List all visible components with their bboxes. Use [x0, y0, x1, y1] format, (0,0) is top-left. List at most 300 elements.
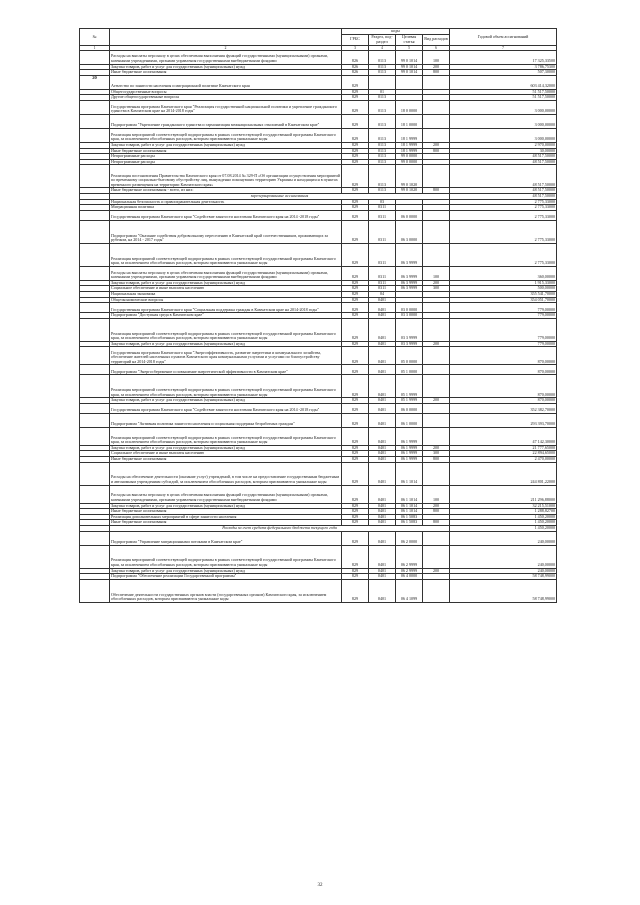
row-vr: 800: [423, 509, 450, 515]
row-grbs: 829: [342, 210, 369, 220]
row-razdel: 0311: [369, 286, 396, 292]
row-name: Иные бюджетные ассигнования: [110, 509, 342, 515]
row-grbs: 829: [342, 154, 369, 160]
row-vr: [423, 403, 450, 413]
row-grbs: 829: [342, 514, 369, 520]
row-grbs: 829: [342, 398, 369, 404]
column-number: 6: [423, 45, 450, 50]
budget-table: [79, 28, 557, 603]
row-name: Другие общегосударственные вопросы: [110, 95, 342, 101]
row-number-cell: [80, 427, 110, 445]
table-row: [80, 545, 557, 568]
row-csr: 06 1 9999: [396, 445, 423, 451]
row-grbs: 829: [342, 128, 369, 142]
row-name: Миграционная политика: [110, 205, 342, 211]
table-row: [80, 210, 557, 220]
row-number-cell: [80, 210, 110, 220]
row-razdel: 0401: [369, 347, 396, 365]
row-razdel: 0311: [369, 266, 396, 280]
row-razdel: 0401: [369, 485, 396, 503]
row-vr: [423, 365, 450, 375]
row-number-cell: [80, 347, 110, 365]
row-amount: 603 414,32000: [450, 75, 557, 89]
row-grbs: 829: [342, 100, 369, 114]
row-grbs: 829: [342, 413, 369, 427]
table-row: [80, 485, 557, 503]
budget-rows: [80, 50, 557, 602]
row-name: Государственная программа Камчатского края "Содействие занятости населения Камчатского края на 2014 -2018 годы": [110, 403, 342, 413]
row-razdel: 0401: [369, 375, 396, 398]
row-csr: 18 1 0000: [396, 114, 423, 128]
row-grbs: 829: [342, 427, 369, 445]
row-number-cell: [80, 485, 110, 503]
table-row: [80, 303, 557, 313]
row-razdel: 0401: [369, 365, 396, 375]
row-name: Закупка товаров, работ и услуг для государственных (муниципальных) нужд: [110, 503, 342, 509]
row-razdel: 0401: [369, 568, 396, 574]
row-grbs: 829: [342, 199, 369, 205]
row-name: Закупка товаров, работ и услуг для государственных (муниципальных) нужд: [110, 398, 342, 404]
row-csr: 05 1 9999: [396, 375, 423, 398]
row-razdel: 0401: [369, 341, 396, 347]
row-amount: 244 801,22000: [450, 462, 557, 485]
row-amount: 3 000,00000: [450, 100, 557, 114]
row-amount: 48 517,50000: [450, 154, 557, 160]
row-name: Общеэкономические вопросы: [110, 297, 342, 303]
row-name: Социальное обеспечение и иные выплаты населению: [110, 286, 342, 292]
row-razdel: 0113: [369, 188, 396, 194]
row-grbs: 829: [342, 579, 369, 602]
row-grbs: 829: [342, 114, 369, 128]
row-csr: 06 1 1014: [396, 503, 423, 509]
row-razdel: 0113: [369, 114, 396, 128]
row-name: Подпрограмма "Обеспечение реализации Государственной программы": [110, 574, 342, 580]
table-row: [80, 165, 557, 188]
table-row: [80, 75, 557, 89]
row-grbs: 829: [342, 286, 369, 292]
column-number: 1: [80, 45, 110, 50]
row-vr: 200: [423, 280, 450, 286]
table-row: [80, 413, 557, 427]
row-razdel: 0401: [369, 579, 396, 602]
row-grbs: 829: [342, 303, 369, 313]
row-grbs: 829: [342, 485, 369, 503]
row-name: Иные бюджетные ассигнования: [110, 457, 342, 463]
row-razdel: 0311: [369, 243, 396, 266]
row-name: Закупка товаров, работ и услуг для государственных (муниципальных) нужд: [110, 445, 342, 451]
row-vr: [423, 413, 450, 427]
row-vr: [423, 462, 450, 485]
row-amount: 51 517,50000: [450, 95, 557, 101]
table-row: [80, 100, 557, 114]
row-amount: 360,00000: [450, 266, 557, 280]
row-name: Реализация мероприятий соответствующей подпрограммы в рамках соответствующей государственной программы Камчатского края, за исключением обособленных расходов, которым присваиваются уникальные коды: [110, 427, 342, 445]
row-amount: 51 517,50000: [450, 89, 557, 95]
column-number: 7: [450, 45, 557, 50]
row-razdel: 0401: [369, 462, 396, 485]
row-csr: 18 1 9999: [396, 142, 423, 148]
row-vr: 800: [423, 520, 450, 526]
row-number-cell: [80, 220, 110, 243]
row-grbs: 829: [342, 95, 369, 101]
table-row: [80, 462, 557, 485]
row-amount: 355 541,70000: [450, 291, 557, 297]
row-vr: [423, 220, 450, 243]
row-csr: 06 2 9999: [396, 545, 423, 568]
row-razdel: 0401: [369, 574, 396, 580]
row-amount: 1 450,20000: [450, 514, 557, 520]
row-name: Закупка товаров, работ и услуг для государственных (муниципальных) нужд: [110, 280, 342, 286]
table-row: [80, 365, 557, 375]
row-amount: 30,00000: [450, 148, 557, 154]
row-razdel: 0401: [369, 303, 396, 313]
row-amount: 2 970,00000: [450, 142, 557, 148]
row-grbs: 829: [342, 341, 369, 347]
row-amount: 2 775,33000: [450, 220, 557, 243]
row-vr: [423, 114, 450, 128]
row-razdel: 0401: [369, 398, 396, 404]
row-amount: 22 894,65000: [450, 451, 557, 457]
row-amount: 870,00000: [450, 398, 557, 404]
row-name: Национальная безопасность и правоохранительная деятельность: [110, 199, 342, 205]
row-name: Закупка товаров, работ и услуг для государственных (муниципальных) нужд: [110, 341, 342, 347]
row-name: Национальная экономика: [110, 291, 342, 297]
row-amount: 3 000,00000: [450, 128, 557, 142]
row-grbs: 829: [342, 445, 369, 451]
row-razdel: 0401: [369, 445, 396, 451]
row-grbs: 829: [342, 503, 369, 509]
header-amount: Годовой объем ассигнований: [450, 29, 557, 46]
row-amount: 240,00000: [450, 531, 557, 545]
row-razdel: 0401: [369, 520, 396, 526]
row-vr: [423, 347, 450, 365]
row-number-cell: [80, 462, 110, 485]
row-razdel: 0401: [369, 514, 396, 520]
row-vr: 200: [423, 341, 450, 347]
row-name: Реализация дополнительных мероприятий в сфере занятости населения: [110, 514, 342, 520]
row-csr: 06 1 5083: [396, 520, 423, 526]
row-grbs: 829: [342, 148, 369, 154]
header-codes: коды: [342, 29, 450, 35]
row-amount: 1 450,20000: [450, 520, 557, 526]
row-razdel: 0311: [369, 280, 396, 286]
row-grbs: 829: [342, 462, 369, 485]
table-row: [80, 347, 557, 365]
row-grbs: 829: [342, 451, 369, 457]
row-name: Социальное обеспечение и иные выплаты населению: [110, 451, 342, 457]
row-razdel: 01: [369, 89, 396, 95]
row-amount: 779,00000: [450, 313, 557, 319]
row-amount: 48 517,50000: [450, 193, 557, 199]
row-vr: 200: [423, 64, 450, 70]
row-number-cell: [80, 50, 110, 64]
row-grbs: 829: [342, 318, 369, 341]
row-razdel: 03: [369, 199, 396, 205]
row-number-cell: [80, 303, 110, 313]
row-vr: [423, 375, 450, 398]
row-name: Иные бюджетные ассигнования: [110, 148, 342, 154]
row-name: Общегосударственные вопросы: [110, 89, 342, 95]
row-vr: [423, 545, 450, 568]
row-csr: 03 3 9999: [396, 318, 423, 341]
row-csr: 99 0 1014: [396, 64, 423, 70]
row-amount: 3 000,00000: [450, 114, 557, 128]
table-row: [80, 375, 557, 398]
row-vr: 200: [423, 503, 450, 509]
row-razdel: 0113: [369, 50, 396, 64]
row-csr: 05 1 0000: [396, 365, 423, 375]
table-row: [80, 128, 557, 142]
row-razdel: 04: [369, 291, 396, 297]
row-vr: [423, 75, 450, 89]
row-grbs: 829: [342, 365, 369, 375]
header-name: [110, 29, 342, 46]
row-name: Государственная программа Камчатского края "Реализация государственной национальной политики и укрепление гражданского единства в Камчатском крае на 2014-2018 годы": [110, 100, 342, 114]
row-grbs: 829: [342, 457, 369, 463]
row-amount: 2 470,00000: [450, 457, 557, 463]
row-name: Подпрограмма "Доступная среда в Камчатском крае": [110, 313, 342, 319]
row-razdel: 0401: [369, 413, 396, 427]
row-grbs: 829: [342, 89, 369, 95]
row-csr: 06 1 1014: [396, 485, 423, 503]
row-razdel: 0113: [369, 128, 396, 142]
row-csr: 05 0 0000: [396, 347, 423, 365]
row-amount: 2 775,33000: [450, 243, 557, 266]
row-csr: 99 0 0000: [396, 154, 423, 160]
row-razdel: 0311: [369, 205, 396, 211]
row-csr: 05 1 9999: [396, 398, 423, 404]
row-grbs: 829: [342, 266, 369, 280]
row-grbs: 829: [342, 159, 369, 165]
row-razdel: 0113: [369, 154, 396, 160]
row-grbs: 829: [342, 243, 369, 266]
row-razdel: 0113: [369, 142, 396, 148]
row-note: Расходы за счет средств федерального бюджета текущего года: [110, 526, 450, 532]
row-vr: 100: [423, 50, 450, 64]
row-razdel: 0401: [369, 403, 396, 413]
row-number-cell: [80, 100, 110, 114]
row-grbs: 829: [342, 220, 369, 243]
row-razdel: 0113: [369, 159, 396, 165]
row-name: Обеспечение деятельности государственных органов власти (государственных органов) Камчатского края, за исключением обособленных расходов, которым присваиваются уникальные коды: [110, 579, 342, 602]
row-grbs: 829: [342, 568, 369, 574]
row-vr: 800: [423, 70, 450, 76]
row-amount: 2 775,33000: [450, 205, 557, 211]
row-amount: 3 786,75300: [450, 64, 557, 70]
row-amount: 352 382,70000: [450, 403, 557, 413]
row-grbs: 829: [342, 375, 369, 398]
table-row: [80, 50, 557, 64]
row-razdel: 0401: [369, 318, 396, 341]
row-vr: 300: [423, 286, 450, 292]
row-amount: 2 775,33000: [450, 210, 557, 220]
row-number-cell: [80, 318, 110, 341]
row-csr: 06 3 9999: [396, 286, 423, 292]
row-grbs: 829: [342, 531, 369, 545]
row-razdel: 0401: [369, 297, 396, 303]
row-grbs: 829: [342, 403, 369, 413]
row-vr: [423, 531, 450, 545]
table-row: [80, 403, 557, 413]
row-vr: 200: [423, 445, 450, 451]
row-vr: 200: [423, 398, 450, 404]
row-name: Реализация мероприятий соответствующей подпрограммы в рамках соответствующей государственной программы Камчатского края, за исключением обособленных расходов, которым присваиваются уникальные коды: [110, 545, 342, 568]
row-name: Подпрограмма "Активная политика занятости населения и социальная поддержка безработных граждан": [110, 413, 342, 427]
column-number: 2: [110, 45, 342, 50]
row-number-cell: [80, 243, 110, 266]
table-row: [80, 318, 557, 341]
row-name: Реализация мероприятий соответствующей подпрограммы в рамках соответствующей государственной программы Камчатского края, за исключением обособленных расходов, которым присваиваются уникальные коды: [110, 243, 342, 266]
row-csr: [396, 75, 423, 89]
row-amount: 870,00000: [450, 365, 557, 375]
row-csr: 03 3 9999: [396, 341, 423, 347]
table-row: [80, 531, 557, 545]
row-csr: 18 0 0000: [396, 100, 423, 114]
row-name: Государственная программа Камчатского края "Социальная поддержка граждан в Камчатском крае на 2014-2018 годы": [110, 303, 342, 313]
row-amount: 48 517,50000: [450, 188, 557, 194]
row-csr: 06 1 5083: [396, 514, 423, 520]
row-razdel: [369, 75, 396, 89]
table-row: [80, 579, 557, 602]
row-csr: 06 1 9999: [396, 457, 423, 463]
row-csr: 06 1 9999: [396, 427, 423, 445]
row-grbs: 829: [342, 75, 369, 89]
row-grbs: 829: [342, 291, 369, 297]
header-num: №: [80, 29, 110, 46]
row-name: Расходы на обеспечение деятельности (оказание услуг) учреждений, в том числе на предоставление государственным бюджетным и автономным учреждениям субсидий, за исключением обособленных расходов, которым присваиваются уникальные коды: [110, 462, 342, 485]
row-amount: 779,00000: [450, 341, 557, 347]
row-csr: 99 0 1014: [396, 70, 423, 76]
row-csr: 06 3 0000: [396, 220, 423, 243]
row-grbs: 829: [342, 520, 369, 526]
row-vr: [423, 100, 450, 114]
row-name: Реализация мероприятий соответствующей подпрограммы в рамках соответствующей государственной программы Камчатского края, за исключением обособленных расходов, которым присваиваются уникальные коды: [110, 128, 342, 142]
row-csr: 06 0 0000: [396, 210, 423, 220]
row-csr: 18 1 9999: [396, 128, 423, 142]
row-name: Подпрограмма "Энергосбережение и повышение энергетической эффективности в Камчатском крае": [110, 365, 342, 375]
row-razdel: 0113: [369, 100, 396, 114]
row-csr: 06 2 0000: [396, 531, 423, 545]
row-number-cell: [80, 365, 110, 375]
row-number-cell: [80, 114, 110, 128]
row-vr: 100: [423, 266, 450, 280]
row-grbs: 829: [342, 188, 369, 194]
row-csr: 06 3 9999: [396, 266, 423, 280]
row-csr: 03 0 0000: [396, 303, 423, 313]
row-vr: 300: [423, 451, 450, 457]
row-amount: 47 142,30000: [450, 427, 557, 445]
row-amount: 48 517,50000: [450, 165, 557, 188]
row-name: Государственная программа Камчатского края "Содействие занятости населения Камчатского края на 2014 -2018 годы": [110, 210, 342, 220]
table-row: [80, 266, 557, 280]
row-name: Иные бюджетные ассигнования: [110, 70, 342, 76]
row-csr: 06 1 1014: [396, 509, 423, 515]
row-vr: 800: [423, 457, 450, 463]
row-vr: [423, 210, 450, 220]
row-name: Непрограммные расходы: [110, 159, 342, 165]
row-grbs: 829: [342, 297, 369, 303]
header-grbs: ГРБС: [342, 34, 369, 45]
page-number: 32: [317, 883, 323, 888]
row-amount: 1 288,82700: [450, 509, 557, 515]
header-csr: Целевая статья: [396, 34, 423, 45]
row-csr: 99 0 0000: [396, 159, 423, 165]
table-row: [80, 427, 557, 445]
row-grbs: 826: [342, 70, 369, 76]
row-name: Подпрограмма "Укрепление гражданского единства и гармонизация межнациональных отношений в Камчатском крае": [110, 114, 342, 128]
row-vr: [423, 303, 450, 313]
row-csr: 06 1 1014: [396, 462, 423, 485]
row-vr: 800: [423, 188, 450, 194]
row-vr: 100: [423, 485, 450, 503]
row-razdel: 0401: [369, 531, 396, 545]
row-amount: 870,00000: [450, 375, 557, 398]
row-amount: 293 393,70000: [450, 413, 557, 427]
row-name: Подпрограмма "Управление миграционными потоками в Камчатском крае": [110, 531, 342, 545]
row-grbs: 826: [342, 64, 369, 70]
row-razdel: 0401: [369, 451, 396, 457]
budget-page: [79, 28, 556, 603]
row-name: Расходы на выплаты персоналу в целях обеспечения выполнения функций государственными (муниципальными) органами, казенными учреждениями, органами управления государственными внебюджетными фондами: [110, 485, 342, 503]
row-grbs: 826: [342, 50, 369, 64]
row-amount: 507,30000: [450, 70, 557, 76]
row-csr: 06 0 0000: [396, 403, 423, 413]
row-number-cell: [80, 413, 110, 427]
row-csr: 03 3 0000: [396, 313, 423, 319]
row-grbs: 829: [342, 165, 369, 188]
row-vr: [423, 165, 450, 188]
row-razdel: 0401: [369, 313, 396, 319]
row-vr: [423, 579, 450, 602]
row-number-cell: [80, 266, 110, 280]
row-name: Реализация мероприятий соответствующей подпрограммы в рамках соответствующей государственной программы Камчатского края, за исключением обособленных расходов, которым присваиваются уникальные коды: [110, 375, 342, 398]
row-amount: 1 450,20000: [450, 526, 557, 532]
row-csr: 06 4 1099: [396, 579, 423, 602]
row-name: Иные бюджетные ассигнования - всего, из них:: [110, 188, 342, 194]
row-razdel: 0113: [369, 64, 396, 70]
row-razdel: 0401: [369, 545, 396, 568]
row-csr: 99 0 1020: [396, 165, 423, 188]
row-name: Агентство по занятости населения и миграционной политике Камчатского края: [110, 75, 342, 89]
row-grbs: 829: [342, 142, 369, 148]
row-razdel: 0401: [369, 427, 396, 445]
table-row: [80, 243, 557, 266]
row-grbs: 829: [342, 347, 369, 365]
row-name: Подпрограмма "Оказание содействия добровольному переселению в Камчатский край соотечественников, проживающих за рубежом, на 2014 - 2017 годы": [110, 220, 342, 243]
row-amount: 1 915,33000: [450, 280, 557, 286]
row-number-cell: [80, 545, 110, 568]
row-csr: 06 3 9999: [396, 280, 423, 286]
row-amount: 58 748,99000: [450, 574, 557, 580]
row-csr: 99 0 1020: [396, 188, 423, 194]
row-amount: 500,00000: [450, 286, 557, 292]
table-row: [80, 114, 557, 128]
row-vr: [423, 128, 450, 142]
row-razdel: 0113: [369, 148, 396, 154]
row-note: зарезервированные ассигнования: [110, 193, 450, 199]
row-amount: 2 775,33000: [450, 199, 557, 205]
column-number: 5: [396, 45, 423, 50]
row-amount: 211 296,88000: [450, 485, 557, 503]
row-razdel: 0311: [369, 210, 396, 220]
row-number-cell: [80, 531, 110, 545]
row-amount: 240,00000: [450, 545, 557, 568]
row-amount: 870,00000: [450, 347, 557, 365]
row-amount: 354 051,70000: [450, 297, 557, 303]
row-razdel: 0401: [369, 509, 396, 515]
row-vr: 200: [423, 568, 450, 574]
row-grbs: 829: [342, 205, 369, 211]
